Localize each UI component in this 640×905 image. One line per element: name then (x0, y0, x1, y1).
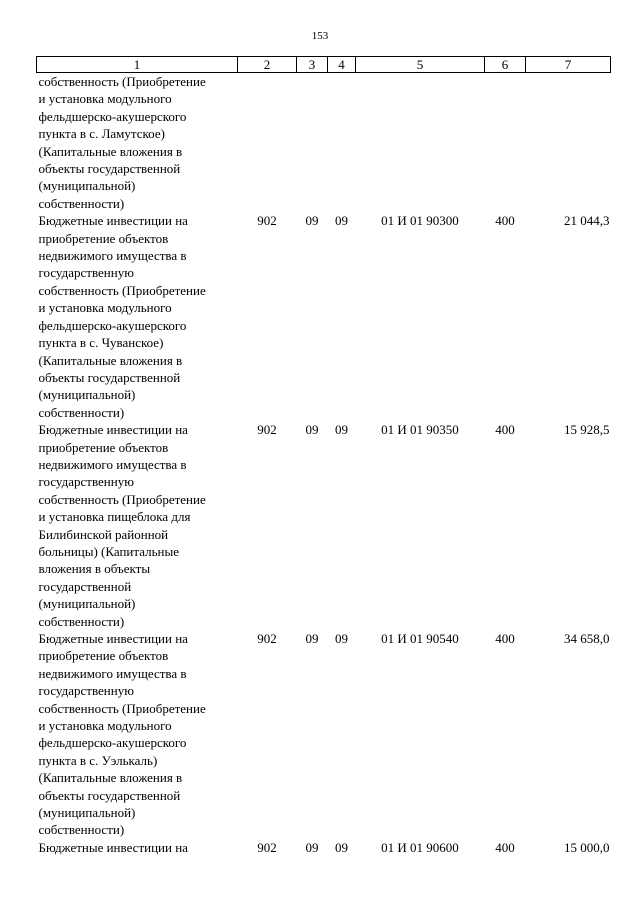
row-target-article: 01 И 01 90300 (381, 213, 459, 229)
row-target-article: 01 И 01 90540 (381, 631, 459, 646)
row-amount: 34 658,0 (564, 631, 610, 646)
table-row (37, 839, 611, 856)
row-amount: 21 044,3 (564, 213, 610, 229)
table-row (37, 630, 611, 839)
row-ministry-code: 902 (257, 631, 277, 646)
table-row (37, 212, 611, 421)
row-section: 09 (305, 213, 319, 229)
header-col-6: 6 (485, 57, 526, 73)
header-col-7: 7 (526, 57, 611, 73)
row-subsection: 09 (335, 631, 348, 646)
header-col-5: 5 (356, 57, 485, 73)
row-amount (526, 73, 611, 213)
table-header (37, 57, 611, 73)
row-ministry-code (238, 73, 297, 213)
page-number: 153 (311, 30, 329, 42)
row-section: 09 (305, 839, 319, 855)
header-col-4: 4 (328, 57, 356, 73)
row-subsection: 09 (335, 422, 348, 438)
header-col-3: 3 (297, 57, 328, 73)
table-row (37, 73, 611, 213)
header-col-2: 2 (238, 57, 297, 73)
row-description: Бюджетные инвестиции на (38, 839, 188, 855)
row-subsection (328, 73, 356, 213)
row-section (297, 73, 328, 213)
row-section: 09 (305, 631, 319, 646)
row-expense-type: 400 (495, 213, 515, 229)
row-ministry-code: 902 (257, 839, 277, 855)
header-row (37, 57, 611, 73)
row-amount: 15 928,5 (564, 422, 610, 438)
row-description: Бюджетные инвестиции на приобретение объектов недвижимого имущества в государственную собственность (Приобретение и установка модульного фельдшерско-акушерского пункта в с. Уэлькаль) (Капитальные вложения в объекты государственной (муниципальной) собственности) (38, 631, 206, 838)
header-col-1: 1 (37, 57, 238, 73)
row-expense-type (485, 73, 526, 213)
row-expense-type: 400 (495, 839, 515, 855)
row-subsection: 09 (335, 839, 348, 855)
row-description: Бюджетные инвестиции на приобретение объектов недвижимого имущества в государственную собственность (Приобретение и установка пищеблока для Билибинской районной больницы) (Капитальные вложения в объекты государственной (муниципальной) собственности) (38, 422, 206, 629)
row-amount: 15 000,0 (564, 839, 610, 855)
row-target-article (356, 73, 485, 213)
table-body (37, 73, 611, 857)
row-ministry-code: 902 (257, 422, 277, 438)
row-description: Бюджетные инвестиции на приобретение объектов недвижимого имущества в государственную собственность (Приобретение и установка модульного фельдшерско-акушерского пункта в с. Чуванское) (Капитальные вложения в объекты государственной (муниципальной) собственности) (38, 213, 206, 420)
row-target-article: 01 И 01 90350 (381, 422, 459, 438)
row-target-article: 01 И 01 90600 (381, 839, 459, 855)
row-expense-type: 400 (495, 422, 515, 438)
budget-table (36, 56, 611, 856)
row-description: собственность (Приобретение и установка модульного фельдшерско-акушерского пункта в с. Ламутское) (Капитальные вложения в объекты государственной (муниципальной) собственности) (38, 74, 206, 211)
row-ministry-code: 902 (257, 213, 277, 229)
row-section: 09 (305, 422, 319, 438)
table-row (37, 421, 611, 630)
row-expense-type: 400 (495, 631, 515, 646)
row-subsection: 09 (335, 213, 348, 229)
